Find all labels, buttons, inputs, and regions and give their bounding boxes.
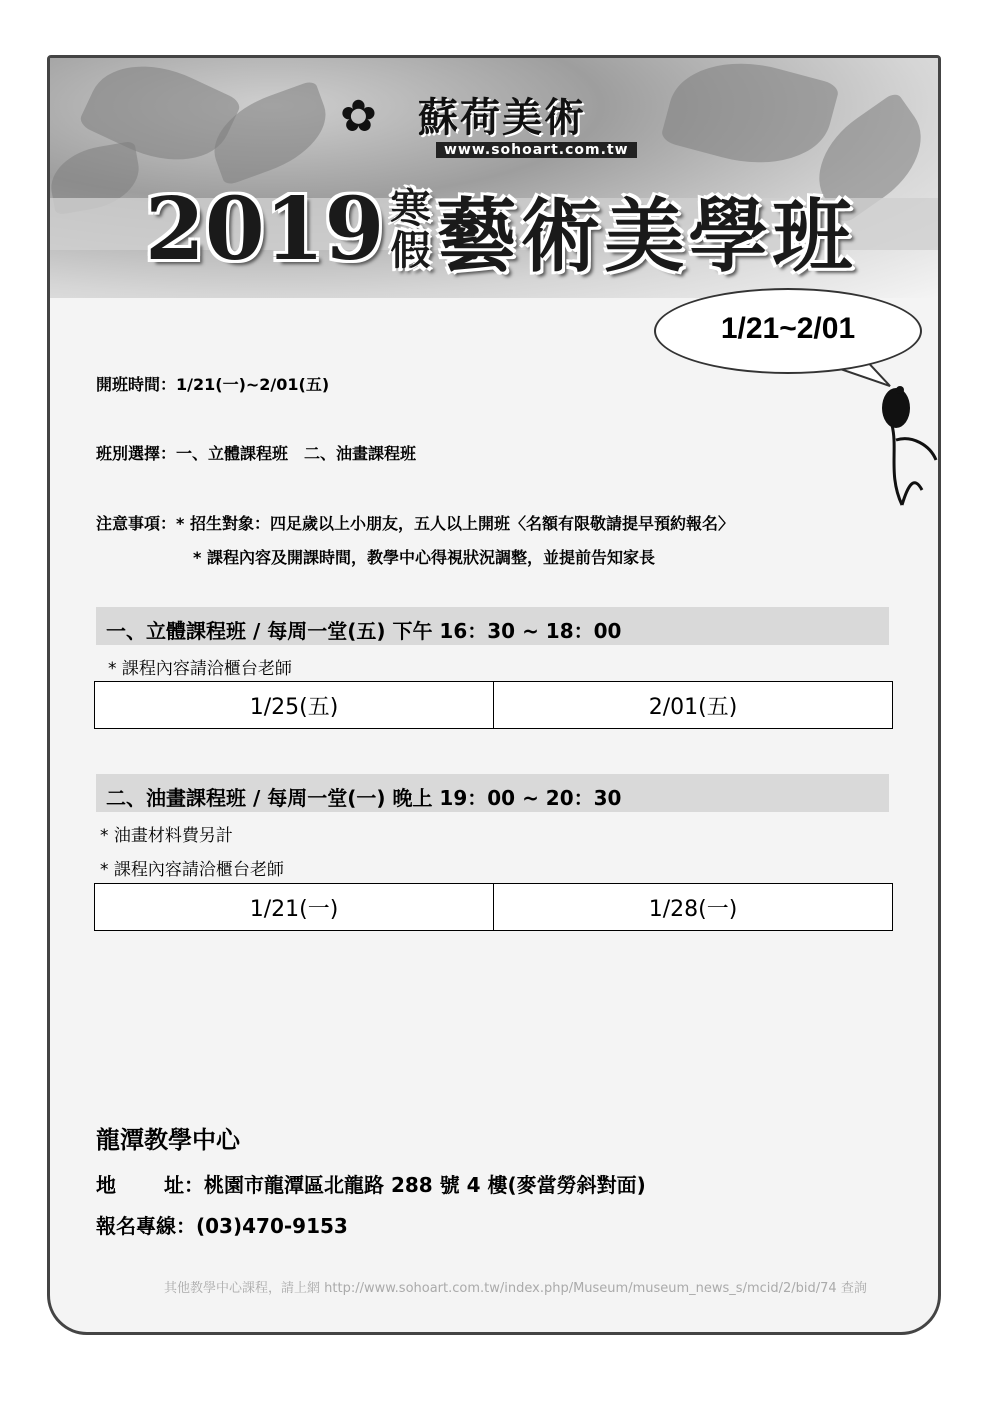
section2-heading: 二、油畫課程班 / 每周一堂(一) 晚上 19：00 ~ 20：30 bbox=[106, 786, 622, 810]
period-value: 1/21(一)~2/01(五) bbox=[176, 375, 330, 394]
section2-date-1: 1/21(一) bbox=[95, 884, 494, 931]
doodle-figure-icon bbox=[872, 380, 942, 510]
logo-mark-icon: ✿ bbox=[340, 91, 377, 142]
class-value: 一、立體課程班 二、油畫課程班 bbox=[176, 444, 417, 463]
section1-heading: 一、立體課程班 / 每周一堂(五) 下午 16：30 ~ 18：00 bbox=[106, 619, 622, 643]
address-label-1: 地 bbox=[96, 1173, 116, 1197]
section2-dates-table bbox=[94, 883, 893, 931]
phone-label: 報名專線 bbox=[96, 1214, 176, 1238]
period-label: 開班時間： bbox=[96, 375, 177, 394]
address-value: ：桃園市龍潭區北龍路 288 號 4 樓(麥當勞斜對面) bbox=[184, 1173, 646, 1197]
class-label: 班別選擇： bbox=[96, 444, 177, 463]
section2-heading-bar bbox=[96, 774, 889, 812]
notice-1: * 招生對象：四足歲以上小朋友，五人以上開班〈名額有限敬請提早預約報名〉 bbox=[176, 514, 734, 533]
logo-name: 蘇荷美術 bbox=[418, 94, 586, 141]
class-line bbox=[96, 441, 416, 464]
notice-line-1 bbox=[96, 511, 734, 534]
section2-note-2: * 課程內容請洽櫃台老師 bbox=[100, 860, 284, 880]
title-stack-bottom: 假 bbox=[390, 226, 431, 274]
section1-date-1: 1/25(五) bbox=[95, 682, 494, 729]
notice-2: * 課程內容及開課時間，教學中心得視狀況調整，並提前告知家長 bbox=[193, 548, 655, 567]
title-stack-top: 寒 bbox=[390, 184, 431, 232]
footer-link-text: 其他教學中心課程，請上網 http://www.sohoart.com.tw/index.php/Museum/museum_news_s/mcid/2/bid/74 查詢 bbox=[164, 1281, 867, 1296]
center-name: 龍潭教學中心 bbox=[96, 1126, 240, 1154]
title-rest: 藝術美學班 bbox=[436, 189, 857, 283]
notice-label: 注意事項： bbox=[96, 514, 177, 533]
title-year: 2019 bbox=[145, 179, 385, 280]
logo-url: www.sohoart.com.tw bbox=[436, 142, 637, 158]
period-line bbox=[96, 372, 329, 395]
address-label-2: 址 bbox=[164, 1173, 184, 1197]
phone-value: ：(03)470-9153 bbox=[176, 1214, 348, 1238]
section2-date-2: 1/28(一) bbox=[494, 884, 893, 931]
section1-dates-table bbox=[94, 681, 893, 729]
section1-note-1: * 課程內容請洽櫃台老師 bbox=[108, 659, 292, 679]
section1-heading-bar bbox=[96, 607, 889, 645]
bubble-text: 1/21~2/01 bbox=[720, 312, 856, 345]
phone-line bbox=[96, 1210, 348, 1239]
section1-date-2: 2/01(五) bbox=[494, 682, 893, 729]
notice-line-2 bbox=[193, 545, 655, 568]
address-line bbox=[96, 1169, 646, 1198]
section2-note-1: * 油畫材料費另計 bbox=[100, 826, 233, 846]
